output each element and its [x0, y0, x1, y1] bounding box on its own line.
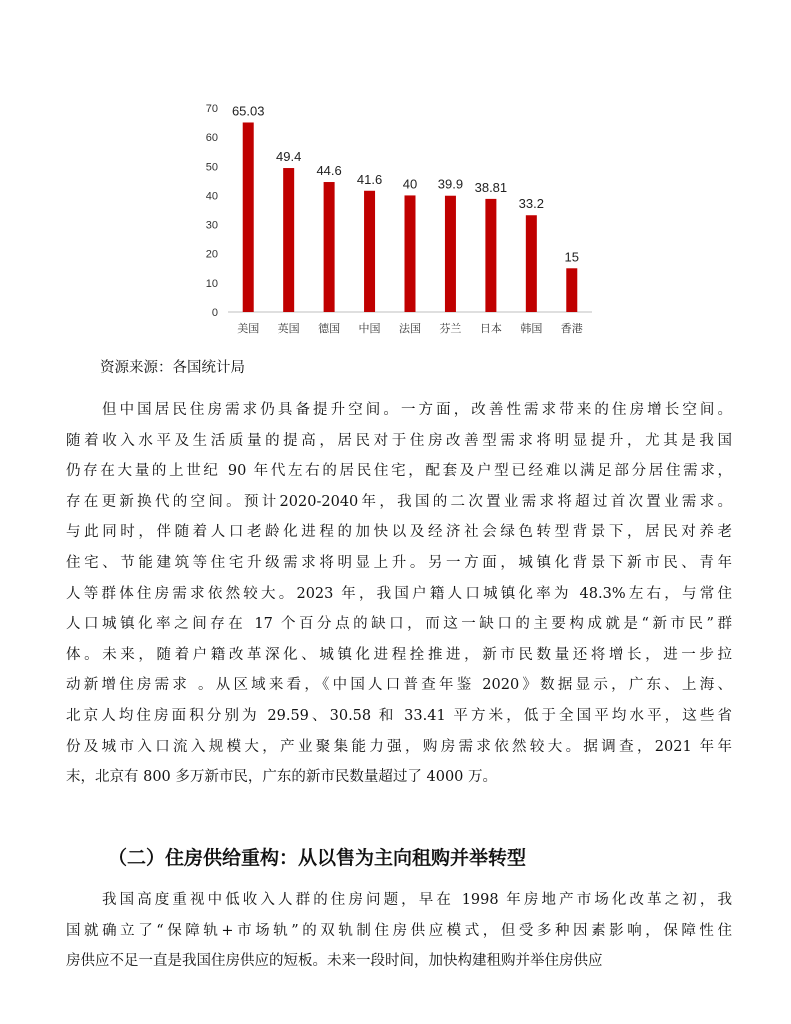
bar — [566, 268, 577, 312]
data-label: 44.6 — [316, 163, 342, 179]
bar — [324, 182, 335, 312]
y-tick-label: 40 — [205, 190, 218, 203]
x-tick-label: 日本 — [479, 322, 502, 335]
bar — [445, 196, 456, 312]
y-tick-label: 20 — [205, 248, 218, 261]
y-tick-label: 60 — [205, 132, 218, 145]
x-tick-label: 韩国 — [520, 322, 543, 335]
y-tick-label: 0 — [211, 307, 218, 319]
x-tick-label: 芬兰 — [439, 322, 462, 335]
text-line: 人口城镇化率之间存在 17 个百分点的缺口，而这一缺口的主要构成就是“新市民”群 — [66, 616, 732, 633]
paragraph-housing-demand — [66, 395, 732, 793]
text-line: 人等群体住房需求依然较大。2023 年，我国户籍人口城镇化率为 48.3%左右，与常住 — [66, 585, 732, 602]
x-tick-label: 英国 — [277, 322, 300, 335]
bar — [243, 122, 254, 312]
x-tick-label: 德国 — [318, 322, 341, 335]
x-tick-label: 美国 — [237, 322, 260, 335]
text-line: 随着收入水平及生活质量的提高，居民对于住房改善型需求将明显提升，尤其是我国 — [66, 432, 732, 449]
text-line: 房供应不足一直是我国住房供应的短板。未来一段时间，加快构建租购并举住房供应 — [66, 953, 603, 970]
data-label: 40 — [402, 176, 418, 192]
text-line: 住宅、节能建筑等住宅升级需求将明显上升。另一方面，城镇化背景下新市民、青年 — [66, 554, 732, 571]
category-labels — [237, 321, 583, 335]
text-line: 但中国居民住房需求仍具备提升空间。一方面，改善性需求带来的住房增长空间。 — [102, 402, 732, 418]
data-label: 33.2 — [518, 196, 544, 212]
text-line: 存在更新换代的空间。预计2020-2040年，我国的二次置业需求将超过首次置业需求。 — [66, 493, 732, 510]
data-label: 65.03 — [231, 103, 265, 119]
x-tick-label: 香港 — [560, 322, 583, 335]
data-label: 39.9 — [437, 176, 464, 192]
bar — [526, 215, 537, 312]
data-label: 38.81 — [474, 179, 508, 195]
text-line: 与此同时，伴随着人口老龄化进程的加快以及经济社会绿色转型背景下，居民对养老 — [66, 524, 732, 541]
bar — [485, 199, 496, 312]
x-tick-label: 法国 — [399, 322, 421, 335]
chart-source-note: 资源来源：各国统计局 — [100, 360, 245, 376]
y-tick-label: 70 — [205, 103, 218, 115]
bar — [405, 195, 416, 312]
text-line: 国就确立了“保障轨+市场轨”的双轨制住房供应模式，但受多种因素影响，保障性住 — [66, 922, 732, 939]
text-line: 体。未来，随着户籍改革深化、城镇化进程拴推进，新市民数量还将增长，进一步拉 — [66, 646, 732, 663]
text-line: 我国高度重视中低收入人群的住房问题，早在 1998 年房地产市场化改革之初，我 — [102, 892, 732, 908]
bar — [364, 191, 375, 312]
text-line: 北京人均住房面积分别为 29.59、30.58 和 33.41 平方米，低于全国平均水平，这些省 — [66, 707, 732, 724]
y-tick-label: 50 — [205, 161, 218, 174]
data-label: 49.4 — [276, 149, 302, 165]
text-line: 仍存在大量的上世纪 90 年代左右的居民住宅，配套及户型已经难以满足部分居住需求， — [66, 463, 732, 480]
x-tick-label: 中国 — [358, 322, 381, 335]
y-axis-ticks — [206, 103, 218, 319]
y-tick-label: 10 — [205, 277, 218, 290]
y-tick-label: 30 — [205, 219, 218, 232]
text-line: 动新增住房需求 。从区域来看，《中国人口普查年鉴 2020》数据显示，广东、上海、 — [66, 677, 732, 694]
paragraph-housing-supply — [66, 885, 732, 977]
bar — [283, 168, 294, 312]
section-heading: （二）住房供给重构：从以售为主向租购并举转型 — [108, 847, 527, 869]
text-line: 末，北京有 800 多万新市民，广东的新市民数量超过了 4000 万。 — [66, 769, 498, 786]
text-line: 份及城市入口流入规模大，产业聚集能力强，购房需求依然较大。据调查，2021 年年 — [66, 738, 732, 755]
data-label: 41.6 — [356, 171, 383, 187]
data-label: 15 — [564, 249, 580, 265]
bar-chart — [180, 90, 620, 350]
